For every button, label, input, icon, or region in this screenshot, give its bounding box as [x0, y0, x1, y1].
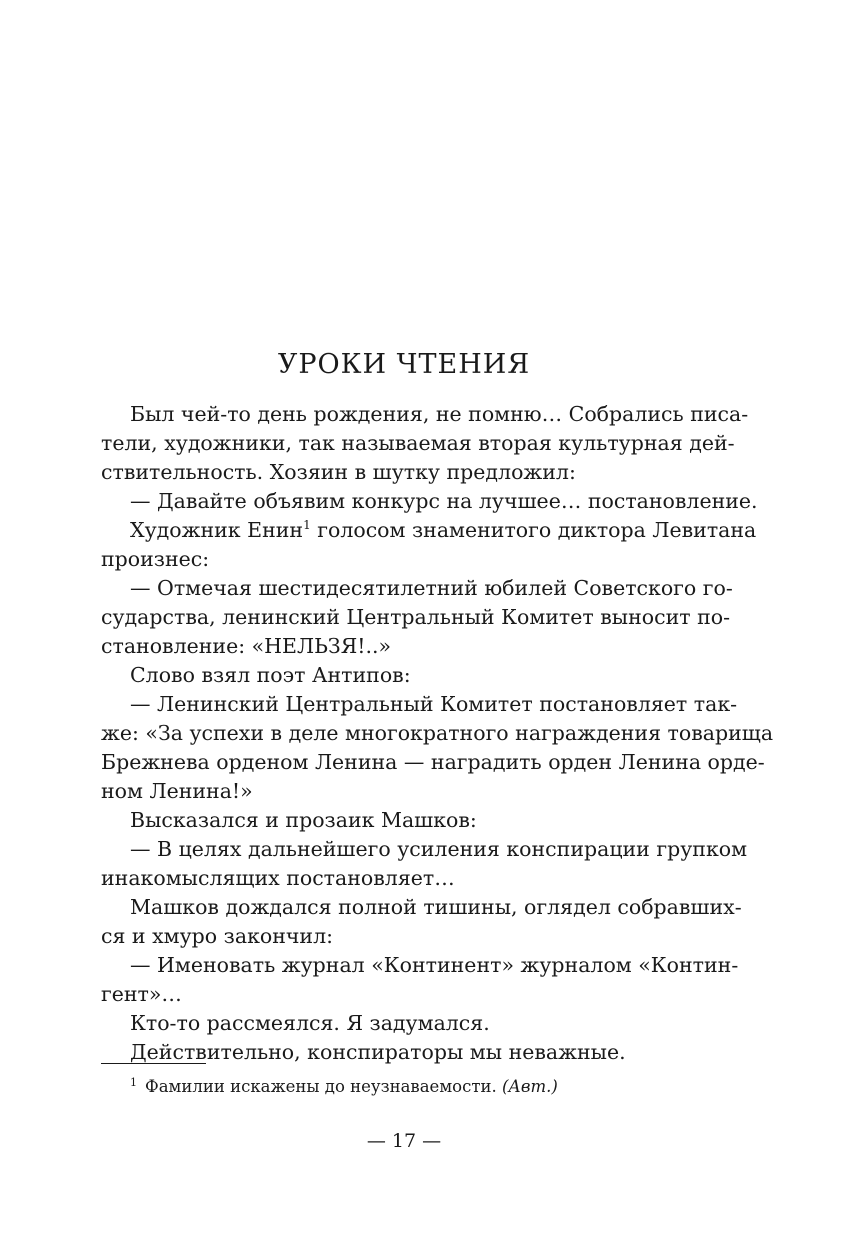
page-number: — 17 —	[366, 1130, 442, 1152]
text-line: — Давайте объявим конкурс на лучшее… постановление.	[130, 489, 758, 513]
text-line-part: голосом знаменитого диктора Левитана	[310, 518, 757, 542]
text-line: — Отмечая шестидесятилетний юбилей Советского го-	[130, 576, 733, 600]
text-line	[101, 516, 757, 545]
text-line: — Ленинский Центральный Комитет постановляет так-	[130, 692, 738, 716]
text-line: Высказался и прозаик Машков:	[130, 808, 477, 832]
footnote	[130, 1074, 558, 1100]
text-line: Машков дождался полной тишины, оглядел собравших-	[130, 895, 742, 919]
text-line: ствительность. Хозяин в шутку предложил:	[101, 460, 576, 484]
text-line: гент»…	[101, 982, 182, 1006]
footnote-author-note: (Авт.)	[501, 1077, 558, 1096]
text-line: инакомыслящих постановляет…	[101, 866, 455, 890]
footnote-marker: 1	[130, 1075, 137, 1089]
text-line: — Именовать журнал «Континент» журналом «Контин-	[130, 953, 739, 977]
text-line: Кто-то рассмеялся. Я задумался.	[130, 1011, 490, 1035]
text-line: произнес:	[101, 547, 210, 571]
text-line: ном Ленина!»	[101, 779, 253, 803]
text-line-part: Художник Енин	[130, 518, 304, 542]
text-line: тели, художники, так называемая вторая культурная дей-	[101, 431, 735, 455]
footnote-separator	[101, 1063, 206, 1064]
text-line: Брежнева орденом Ленина — наградить орден Ленина орде-	[101, 750, 765, 774]
text-line: ся и хмуро закончил:	[101, 924, 334, 948]
text-line: сударства, ленинский Центральный Комитет выносит по-	[101, 605, 731, 629]
text-line: Был чей-то день рождения, не помню… Собрались писа-	[130, 402, 749, 426]
text-line: же: «За успехи в деле многократного награждения товарища	[101, 721, 774, 745]
footnote-text: Фамилии искажены до неузнаваемости.	[145, 1077, 502, 1096]
chapter-title: УРОКИ ЧТЕНИЯ	[277, 349, 531, 380]
text-line: Действительно, конспираторы мы неважные.	[130, 1040, 626, 1064]
text-line: становление: «НЕЛЬЗЯ!..»	[101, 634, 392, 658]
footnote-reference[interactable]: 1	[303, 518, 311, 533]
text-line: Слово взял поэт Антипов:	[130, 663, 411, 687]
text-line: — В целях дальнейшего усиления конспирации групком	[130, 837, 748, 861]
body-text	[101, 400, 774, 1067]
